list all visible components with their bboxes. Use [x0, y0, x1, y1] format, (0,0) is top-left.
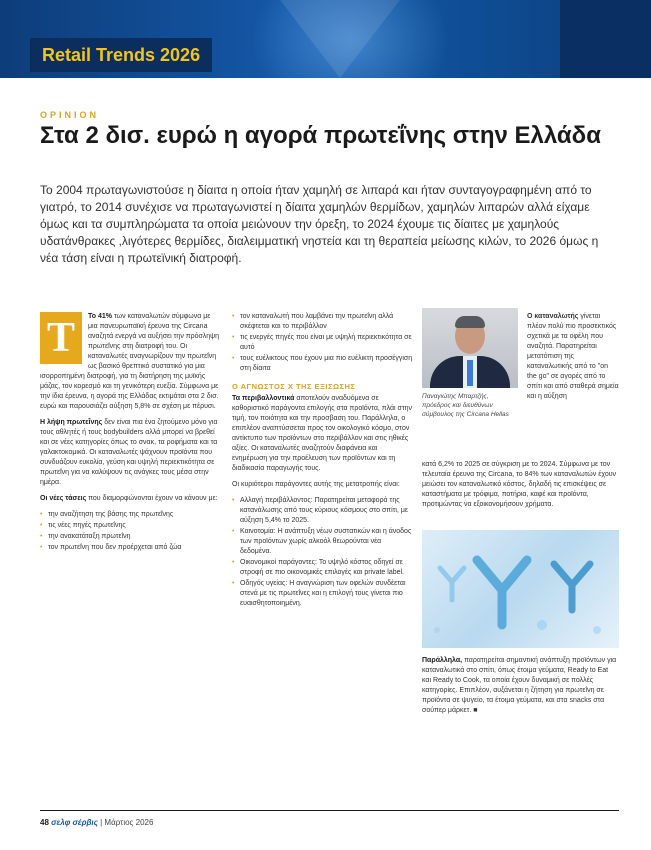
closing-lead: Παράλληλα,: [422, 657, 463, 664]
list-item: • Οικονομικοί παράγοντες: Το υψηλό κόστος οδηγεί σε στροφή σε πιο οικονομικές επιλογές και private label.: [232, 558, 414, 578]
col2-top-bullet-list: [232, 312, 414, 374]
col1-bullet-list: [40, 510, 220, 553]
footer-rule: [40, 810, 619, 811]
list-item: • τους ευέλικτους που έχουν μια πιο ευέλικτη προσέγγιση στη δίαιτα: [232, 354, 414, 374]
particle: [537, 620, 547, 630]
end-mark: ■: [473, 707, 478, 714]
drop-cap: Τ: [40, 312, 82, 364]
col2-p1-text: αποτελούν αναδυόμενα σε καθοριστικό παράγοντα επιλογής στα προϊόντα, πλάι στην τιμή, τον ποιότητα και την προσβαση του. Παράλληλα, ο επιπλέον αναπτύσσεται προς τον οικολογικό κόσμο, στον αντίκτυπο των προϊόντων στο περιβάλλον και στις ηθικές αξίες. Οι καταναλωτές αναζητούν διαφάνεια και ενημέρωση για την προέλευση των προϊόντων και τη διαδικασία παραγωγής τους.: [232, 395, 413, 472]
closing-paragraph: [422, 656, 619, 716]
page-number: 48: [40, 818, 49, 827]
col1-p3-text: που διαμορφώνονται έχουν να κάνουν με:: [88, 495, 218, 502]
col1-paragraph-3: [40, 494, 220, 504]
particle: [434, 627, 440, 633]
portrait-tie: [467, 360, 473, 386]
list-item: • τον καταναλωτή που λαμβάνει την πρωτεΐνη αλλά σκέφτεται και το περιβάλλον: [232, 312, 414, 332]
col2-p1-lead: Τα περιβαλλοντικά: [232, 395, 295, 402]
list-item: • τον πρωτεΐνη που δεν προέρχεται από ζώα: [40, 543, 220, 553]
article-title: Στα 2 δισ. ευρώ η αγορά πρωτεΐνης στην Ελλάδα: [40, 122, 601, 149]
footer: [40, 818, 153, 827]
col2-paragraph-2: Οι κυριότεροι παράγοντες αυτής της μετατροπής είναι:: [232, 481, 400, 488]
col1-paragraph-2: [40, 418, 220, 488]
issue-date: | Μάρτιος 2026: [100, 818, 154, 827]
portrait-caption: Παναγιώτης Μπαρτζής, πρόεδρος και διευθύνων σύμβουλος της Circana Hellas: [422, 393, 509, 418]
column-1: [40, 312, 220, 559]
particle: [593, 626, 601, 634]
column-3-text: [527, 312, 619, 402]
portrait-photo: [422, 308, 518, 388]
antibody-shape-right: [554, 564, 590, 610]
list-item: • Οδηγός υγείας: Η αναγνώριση των οφελών συνδέεται στενά με τις πρωτεΐνες και η επιλογή τους γίνεται πιο ευαισθητοποιημένη.: [232, 579, 414, 609]
col3-text: γίνεται πλέον πολύ πιο προσεκτικός σχετικά με τα οφέλη που αναζητά. Παρατηρείται μετατόπιση της καταναλωτικής από το "on the go" σε αγορές από το σπίτι και από σταθερά σημεία και η αύξηση: [527, 313, 619, 400]
antibody-illustration: [422, 530, 619, 648]
col1-p1-text: των καταναλωτών σύμφωνα με μια πανευρωπαϊκή έρευνα της Circana αναζητά ενεργά να αυξήσει την πρόσληψη πρωτεΐνης στη διατροφή του. Οι καταναλωτές αναγνωρίζουν την πρωτεΐνη ως βασικό θρεπτικό συστατικό για μια ισορροπημένη διατροφή, για τη διατήρηση της μυϊκής μάζας, τον κορεσμό και τη γενικότερη ευεξία. Σύμφωνα με την ίδια έρευνα, η αγορά της Ελλάδας εκτιμάται στα 2 δισ. ευρώ και παρουσιάζει αύξηση 5,8% σε σχέση με πέρυσι.: [40, 313, 220, 410]
column-2: [232, 312, 414, 615]
list-item: • Καινοτομία: Η ανάπτυξη νέων συστατικών και η άνοδος των προϊόντων χωρίς αλκοόλ θεωρούνται νέα δεδομένα.: [232, 527, 414, 557]
list-item: • την αναζήτηση της βάσης της πρωτεΐνης: [40, 510, 220, 520]
list-item: • τις νέες πηγές πρωτεΐνης: [40, 521, 220, 531]
closing-text: παρατηρείται σημαντική ανάπτυξη προϊόντων για καταναλωτικά στο σπίτι, όπως έτοιμα γεύματα, Ready to Eat και Ready to Cook, τα οποία έχουν δυναμική σε πολλές κατηγορίες. Επιπλέον, αυξάνεται η ζήτηση για πρωτεΐνη σε προϊόντα σε ψυγείο, τα έτοιμα γεύματα, και στα snacks στα σούπερ μάρκετ.: [422, 657, 617, 714]
list-item: • την ανακατάταξη πρωτεΐνη: [40, 532, 220, 542]
col3-lead: Ο καταναλωτής: [527, 313, 579, 320]
section-subhead: Ο ΑΓΝΩΣΤΟΣ Χ ΤΗΣ ΕΞΙΣΩΣΗΣ: [232, 382, 356, 391]
antibody-graphic: [422, 530, 619, 648]
col1-p3-lead: Οι νέες τάσεις: [40, 495, 87, 502]
column-3-wide-text: κατά 6,2% το 2025 σε σύγκριση με το 2024. Σύμφωνα με τον τελευταία έρευνα της Circana, το 84% των καταναλωτών έχουν μειώσει τον καταναλωτικό κόστος, δηλαδή τις επισκέψεις σε καταστήματα με τρόφιμα, ποτήρια, καφέ και προϊόντα, προτιμώντας να εξοικονομήσουν χρήματα.: [422, 461, 617, 508]
article-kicker: OPINION: [40, 110, 100, 120]
list-item: • τις ενεργές πηγές που είναι με υψηλή περιεκτικότητα σε αυτό: [232, 333, 414, 353]
antibody-shape-small: [440, 568, 464, 600]
col2-bullet-list: [232, 496, 414, 609]
col2-paragraph-1: [232, 394, 414, 474]
antibody-shape-large: [477, 560, 527, 625]
banner-light-shard: [280, 0, 400, 78]
magazine-name: σελφ σέρβις: [51, 818, 98, 827]
col1-p2-text: δεν είναι πια ένα ζητούμενο μόνο για τους αθλητές ή τους bodybuilders αλλά μπορεί να βρεθεί και σε νέες κατηγορίες όπως το σνακ, τα ροφήματα και τα γαλακτοκομικά. Οι καταναλωτές ψάχνουν προϊόντα που συνδυάζουν ευκολία, γεύση και υψηλή περιεκτικότητα σε πρωτεΐνη για να καλύψουν τις ανάγκες τους μέσα στην ημέρα.: [40, 419, 218, 486]
article-lede: Το 2004 πρωταγωνιστούσε η δίαιτα η οποία ήταν χαμηλή σε λιπαρά και ήταν συνταγογραφημένη από το γιατρό, το 2014 συνέχισε να πρωταγωνιστεί η δίαιτα χαμηλών θερμίδων, χαμηλών λιπαρών αλλά είχαμε όμως και τα συμπληρώματα τα οποία μειώνουν την όρεξη, το 2024 έχουμε τις δίαιτες με χαμηλούς υδατάνθρακες ,λιγότερες θερμίδες, διαλειμματική νηστεία και τη θεραπεία μείωσης κιλών, το 2026 όμως η νέα τάση είναι η πρωτεϊνική διατροφή.: [40, 183, 599, 265]
section-badge: Retail Trends 2026: [30, 38, 212, 72]
col1-p1-lead: Το 41%: [88, 313, 112, 320]
col1-p2-lead: Η λήψη πρωτεΐνης: [40, 419, 103, 426]
header-banner: [0, 0, 651, 78]
portrait-hair: [455, 316, 485, 328]
list-item: • Αλλαγή περιβάλλοντος: Παρατηρείται μεταφορά της κατανάλωσης από τους κύριους κόσμους στο σπίτι, με αύξηση 5,4% το 2025.: [232, 496, 414, 526]
banner-stripe: [560, 0, 651, 78]
